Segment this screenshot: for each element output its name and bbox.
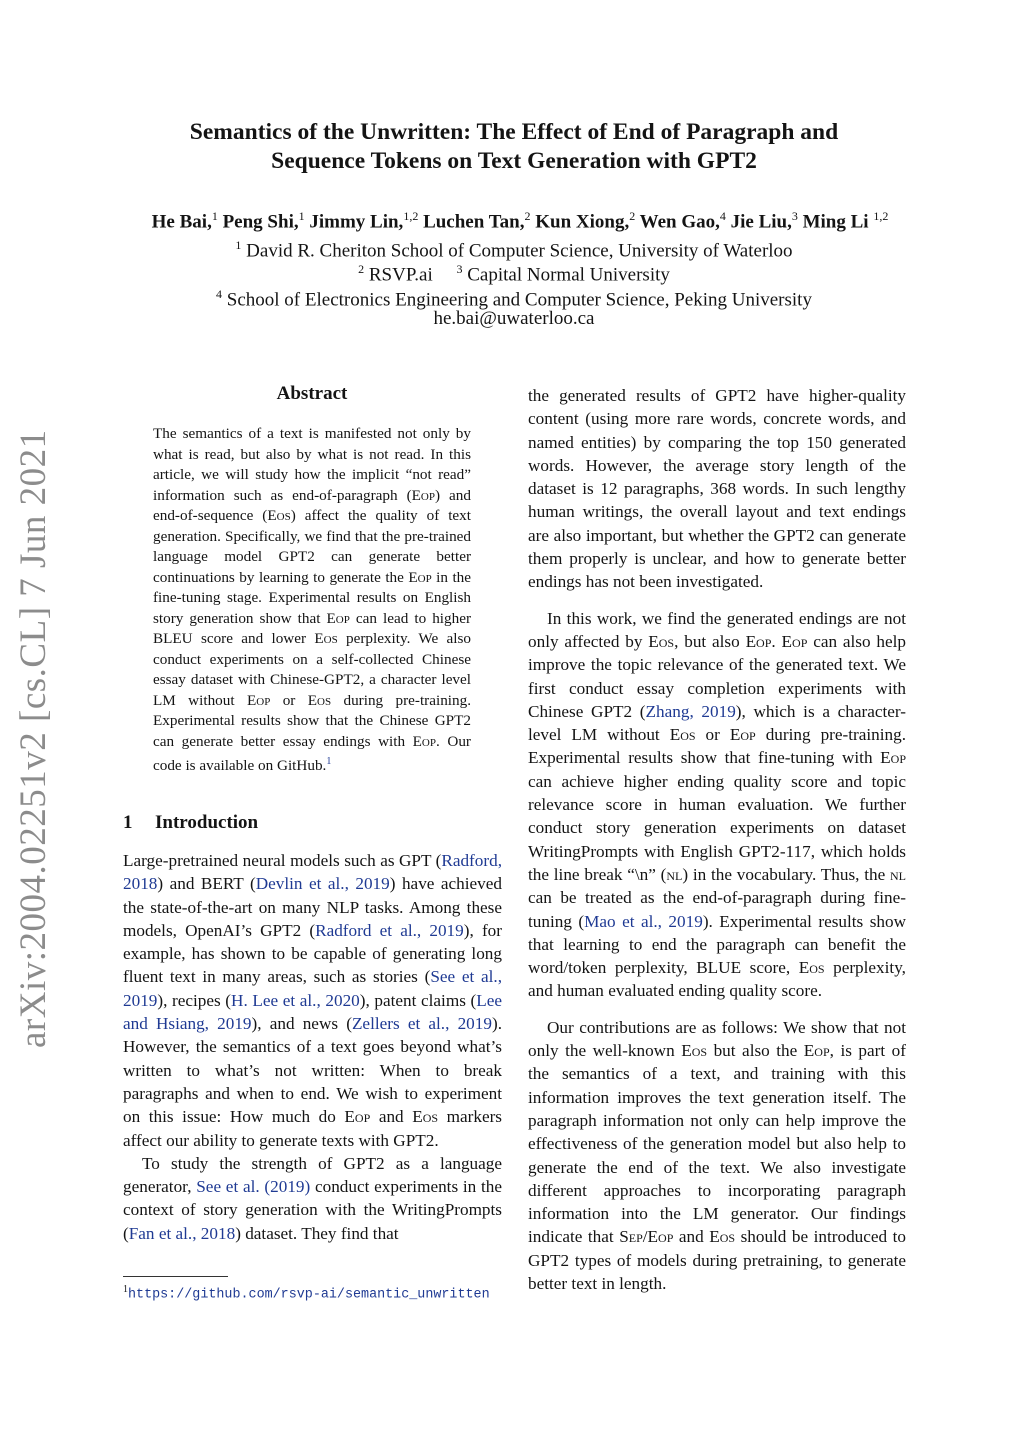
text: ) affect the quality of text generation. Specifically, we find that the pre-trained language model GPT2 can generate better continuations by learning to generate the (153, 507, 471, 586)
title-line-1: Semantics of the Unwritten: The Effect of End of Paragraph and (189, 119, 839, 145)
text: conduct experiments in the context of story generation with the WritingPrompts ( (123, 1177, 502, 1243)
abstract-heading: Abstract (276, 383, 348, 404)
citation-link[interactable]: H. Lee et al., 2020 (231, 990, 360, 1010)
token-eop: Eop (745, 631, 772, 651)
text: can be treated as the end-of-paragraph during fine-tuning ( (528, 888, 906, 931)
citation-link[interactable]: Mao et al., 2019 (584, 911, 703, 931)
text: ), patent claims ( (359, 990, 477, 1010)
text: ), recipes ( (157, 990, 232, 1010)
author-affil-mark: 1,2 (873, 209, 889, 223)
author: Kun Xiong, (535, 211, 630, 233)
token-eos: Eos (648, 631, 675, 651)
text: / (642, 1227, 648, 1247)
citation-link[interactable]: Fan et al., 2018 (128, 1223, 236, 1243)
token-eos: Eos (307, 691, 332, 709)
title-line-2: Sequence Tokens on Text Generation with GPT2 (271, 148, 757, 174)
text: ), for example, has shown to be capable of generating long fluent text in many areas, such as stories ( (123, 920, 502, 987)
footnote-mark: 1 (123, 1284, 128, 1295)
text: Large-pretrained neural models such as GPT ( (123, 851, 442, 870)
token-eop: Eop (408, 568, 432, 586)
text: can lead to higher BLEU score and lower (153, 609, 472, 647)
author-affil-mark: 3 (791, 209, 798, 223)
text: Our contributions are as follows: We show that not only the well-known (528, 1017, 906, 1061)
text: or (695, 725, 730, 745)
text: ), which is a character-level LM without (528, 701, 906, 745)
citation-link[interactable]: See et al., 2019 (123, 967, 502, 1010)
token-sep: Sep (619, 1227, 643, 1247)
text: during pre-training. Experimental results show that fine-tuning with (528, 725, 906, 768)
right-column (528, 384, 906, 1295)
token-eos: Eos (669, 725, 696, 745)
text: markers affect our ability to generate texts with GPT2. (123, 1107, 502, 1150)
text: in the fine-tuning stage. Experimental results on English story generation show that (153, 568, 471, 627)
affil-mark: 3 (456, 262, 463, 276)
author-affil-mark: 1 (211, 209, 218, 223)
text: and (673, 1227, 710, 1247)
token-eos: Eos (681, 1041, 708, 1061)
author: Luchen Tan, (423, 211, 525, 233)
citation-link[interactable]: Radford et al., 2019 (315, 920, 464, 940)
author-affil-mark: 2 (524, 209, 531, 223)
affil-mark: 1 (235, 238, 242, 252)
text: In this work, we find the generated endings are not only affected by (528, 608, 906, 651)
text: can also help improve the topic relevance of the generated text. We first conduct essay completion experiments with Chinese GPT2 ( (528, 631, 907, 721)
text: ) dataset. They find that (235, 1223, 399, 1243)
author-affil-mark: 4 (719, 209, 726, 223)
text: ). Experimental results show that learning to end the paragraph can benefit the word/token perplexity, BLUE score, (528, 911, 906, 978)
text: during pre-training. Experimental results show that the Chinese GPT2 can generate better essay endings with (153, 691, 472, 750)
token-eos: Eos (798, 958, 825, 978)
token-eos: Eos (412, 1107, 439, 1127)
citation-link[interactable]: See et al. (2019) (196, 1177, 311, 1197)
author-affil-mark: 2 (629, 209, 636, 223)
footnote-url-link[interactable]: https://github.com/rsvp-ai/semantic_unwritten (128, 1287, 490, 1303)
token-eos: Eos (267, 507, 291, 524)
token-eop: Eop (326, 609, 350, 627)
text: perplexity. We also conduct experiments on a self-collected Chinese essay dataset with Chinese-GPT2, a character level LM without (153, 630, 471, 709)
token-eop: Eop (344, 1107, 371, 1127)
text: ) and BERT ( (157, 874, 256, 894)
token-eop: Eop (411, 486, 435, 504)
text: . Our code is available on GitHub. (153, 732, 471, 775)
token-eop: Eop (880, 748, 906, 768)
paragraph (528, 607, 906, 1003)
section-title: Introduction (155, 812, 259, 833)
token-eop: Eop (647, 1227, 674, 1247)
paragraph (528, 1016, 906, 1296)
text: The semantics of a text is manifested not only by what is read, but also by what is not read. In this article, we will study how the implicit “not read” information such as end-of-paragraph ( (153, 425, 471, 504)
author: He Bai, (151, 211, 212, 233)
text: ). However, the semantics of a text goes beyond what’s written to what’s not written: When to break paragraphs and when to end. We wish to experiment on this issue: How much do (123, 1014, 502, 1127)
affil-text: RSVP.ai (368, 264, 433, 286)
author-affil-mark: 1 (298, 209, 305, 223)
token-eos: Eos (314, 630, 338, 647)
token-eop: Eop (729, 725, 756, 745)
author-affil-mark: 1,2 (403, 209, 419, 223)
abstract-body (153, 424, 471, 777)
affil-mark: 2 (358, 262, 365, 276)
text: can achieve higher ending quality score and topic relevance score in human evaluation. We further conduct story generation experiments on dataset WritingPrompts with English GPT2-117, which holds the line break “\n” ( (528, 771, 906, 884)
token-eop: Eop (246, 691, 271, 709)
text: ) and end-of-sequence ( (153, 486, 471, 524)
affil-mark: 4 (216, 287, 223, 301)
citation-link[interactable]: Zellers et al., 2019 (351, 1014, 492, 1034)
footnote (123, 1280, 503, 1304)
author: Jie Liu, (730, 211, 792, 233)
token-eop: Eop (803, 1041, 830, 1061)
section-heading-introduction (123, 812, 503, 834)
text: . (771, 631, 782, 651)
section-number: 1 (123, 812, 133, 833)
paragraph (123, 1152, 502, 1245)
token-nl: nl (890, 864, 907, 884)
citation-link[interactable]: Devlin et al., 2019 (255, 874, 390, 894)
arxiv-stamp: arXiv:2004.02251v2 [cs.CL] 7 Jun 2021 (13, 429, 54, 1048)
text: or (270, 691, 308, 709)
text: ) have achieved the state-of-the-art on many NLP tasks. Among these models, OpenAI’s GPT2 ( (123, 874, 502, 940)
affil-text: Capital Normal University (467, 264, 670, 286)
author-email[interactable]: he.bai@uwaterloo.ca (433, 308, 595, 329)
token-eos: Eos (709, 1227, 736, 1247)
footnote-link[interactable]: 1 (326, 756, 332, 767)
author: Wen Gao, (639, 211, 720, 233)
text: and (370, 1107, 413, 1127)
left-column (123, 849, 502, 1245)
footnote-rule (123, 1276, 228, 1277)
text: should be introduced to GPT2 types of models during pretraining, to generate better text in length. (528, 1227, 906, 1293)
text: ), and news ( (251, 1014, 352, 1034)
citation-link[interactable]: Radford, 2018 (123, 851, 502, 894)
token-eop: Eop (412, 732, 436, 750)
author: Ming Li (802, 211, 869, 233)
text: , but also (674, 631, 746, 651)
paper-title (100, 118, 928, 176)
paragraph (123, 849, 502, 1152)
author-list (60, 203, 980, 235)
text: ) in the vocabulary. Thus, the (682, 864, 891, 884)
affil-text: School of Electronics Engineering and Computer Science, Peking University (226, 289, 812, 311)
text: To study the strength of GPT2 as a language generator, (123, 1153, 502, 1197)
token-nl: nl (666, 864, 683, 884)
author: Peng Shi, (222, 211, 299, 233)
paragraph: the generated results of GPT2 have higher-quality content (using more rare words, concrete words, and named entities) by comparing the top 150 generated words. However, the average story length of the dataset is 12 paragraphs, 368 words. In such lengthy human writings, the overall layout and text endings are also important, but whether the GPT2 can generate them properly is unclear, and how to generate better endings has not been investigated. (528, 386, 906, 592)
citation-link[interactable]: Lee and Hsiang, 2019 (123, 990, 502, 1034)
text: perplexity, and human evaluated ending quality score. (528, 958, 906, 1001)
citation-link[interactable]: Zhang, 2019 (645, 701, 736, 721)
text: , is part of the semantics of a text, and training with this information improves the text generation itself. The paragraph information not only can help improve the effectiveness of the generation model but also help to generate the end of the text. We also investigate different approaches to incorporating paragraph information into the LM generator. Our findings indicate that (528, 1041, 906, 1247)
text: but also the (707, 1041, 804, 1061)
token-eop: Eop (781, 631, 808, 651)
affil-text: David R. Cheriton School of Computer Science, University of Waterloo (246, 240, 793, 262)
author: Jimmy Lin, (309, 211, 404, 233)
